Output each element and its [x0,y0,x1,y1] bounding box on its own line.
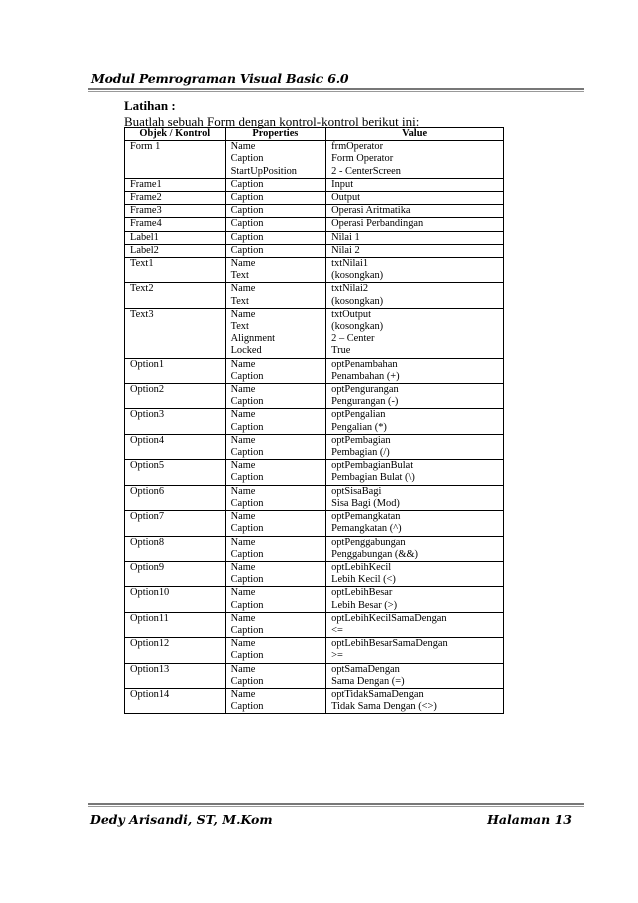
object-name: Frame2 [130,192,162,204]
value-cell [326,663,504,688]
object-name: Frame3 [130,205,162,217]
property-value: optPengurangan [331,384,399,396]
property-value: Tidak Sama Dengan (<>) [331,701,437,713]
property-value: optPembagian [331,434,391,446]
table-row [125,231,504,244]
value-cell [326,205,504,218]
property-name: Caption [230,205,264,217]
property-name: Caption [230,497,264,509]
properties-cell [225,688,326,713]
property-value: optPemangkatan [331,511,401,523]
table-row [125,384,504,409]
property-name: Name [230,485,256,497]
object-cell [125,688,226,713]
object-name: Option12 [130,638,170,650]
property-name: Name [230,511,256,523]
controls-table [124,127,504,714]
value-cell [326,409,504,434]
property-name: Caption [230,370,264,382]
object-name: Option10 [130,587,170,599]
property-name: Text [230,270,249,282]
header-divider [88,88,584,90]
value-cell [326,612,504,637]
footer-author: Dedy Arisandi, ST, M.Kom [90,812,273,827]
property-value: frmOperator [331,141,384,153]
table-row [125,308,504,358]
property-name: Caption [230,599,264,611]
properties-cell [225,244,326,257]
properties-cell [225,231,326,244]
object-cell [125,561,226,586]
object-name: Frame1 [130,178,162,190]
object-cell [125,192,226,205]
property-value: Input [331,178,354,190]
property-name: Name [230,409,256,421]
property-name: Alignment [230,333,276,345]
object-cell [125,141,226,179]
property-name: Name [230,561,256,573]
properties-cell [225,358,326,383]
property-value: (kosongkan) [331,321,384,333]
value-cell [326,460,504,485]
property-name: Name [230,663,256,675]
object-cell [125,258,226,283]
object-cell [125,231,226,244]
object-cell [125,485,226,510]
property-name: Caption [230,218,264,230]
property-value: True [331,345,351,357]
property-name: Caption [230,701,264,713]
property-value: optPenggabungan [331,536,406,548]
footer-page-number: Halaman 13 [487,812,572,827]
value-cell [326,587,504,612]
object-name: Option13 [130,663,170,675]
property-value: (kosongkan) [331,270,384,282]
table-row [125,358,504,383]
section-intro: Buatlah sebuah Form dengan kontrol-kontrol berikut ini: [124,114,420,129]
property-value: <= [331,624,343,636]
properties-cell [225,561,326,586]
header-divider-thin [88,91,584,92]
property-value: optPembagianBulat [331,460,414,472]
object-cell [125,205,226,218]
object-name: Text1 [130,258,154,270]
property-name: Name [230,688,256,700]
properties-cell [225,218,326,231]
property-name: Caption [230,472,264,484]
properties-cell [225,384,326,409]
value-cell [326,218,504,231]
property-value: optLebihKecilSamaDengan [331,612,447,624]
table-row [125,218,504,231]
properties-cell [225,308,326,358]
property-value: (kosongkan) [331,295,384,307]
properties-cell [225,663,326,688]
object-name: Label1 [130,231,159,243]
value-cell [326,141,504,179]
table-body [125,141,504,714]
object-cell [125,308,226,358]
property-value: Pembagian (/) [331,447,390,459]
value-cell [326,258,504,283]
property-name: Caption [230,624,264,636]
properties-cell [225,485,326,510]
object-name: Option1 [130,358,165,370]
object-name: Option4 [130,434,165,446]
property-name: Caption [230,574,264,586]
value-cell [326,244,504,257]
property-name: Caption [230,153,264,165]
object-name: Form 1 [130,141,161,153]
value-cell [326,231,504,244]
object-cell [125,638,226,663]
property-name: Name [230,434,256,446]
column-header-value: Value [326,128,504,141]
property-name: Name [230,460,256,472]
object-cell [125,536,226,561]
property-name: Name [230,258,256,270]
property-value: optLebihBesar [331,587,393,599]
table-row [125,511,504,536]
object-name: Text3 [130,308,154,320]
footer-divider-thin [88,806,584,807]
property-value: Output [331,192,361,204]
value-cell [326,192,504,205]
properties-cell [225,283,326,308]
property-name: Name [230,141,256,153]
property-name: Name [230,638,256,650]
table-row [125,178,504,191]
property-value: Pemangkatan (^) [331,523,402,535]
property-name: Name [230,384,256,396]
object-cell [125,244,226,257]
value-cell [326,434,504,459]
section-title: Latihan : [124,98,176,113]
table-row [125,141,504,179]
property-name: Name [230,587,256,599]
property-value: Nilai 1 [331,231,360,243]
footer-divider [88,803,584,805]
table-row [125,205,504,218]
object-name: Option7 [130,511,165,523]
object-name: Text2 [130,283,154,295]
property-value: Form Operator [331,153,394,165]
property-name: Caption [230,244,264,256]
object-cell [125,384,226,409]
property-value: Pengurangan (-) [331,396,399,408]
value-cell [326,638,504,663]
object-cell [125,409,226,434]
table-row [125,434,504,459]
property-name: Name [230,358,256,370]
property-name: Name [230,612,256,624]
property-name: Text [230,321,249,333]
table-row [125,283,504,308]
table-row [125,244,504,257]
properties-cell [225,141,326,179]
table-row [125,485,504,510]
property-value: Penggabungan (&&) [331,548,419,560]
object-cell [125,612,226,637]
object-cell [125,663,226,688]
property-name: Caption [230,421,264,433]
property-name: Name [230,308,256,320]
properties-cell [225,612,326,637]
column-header-properties: Properties [225,128,326,141]
column-header-object: Objek / Kontrol [125,128,226,141]
page-header-title: Modul Pemrograman Visual Basic 6.0 [91,71,349,86]
property-name: Text [230,295,249,307]
property-value: optPengalian [331,409,386,421]
value-cell [326,561,504,586]
object-cell [125,587,226,612]
property-name: Caption [230,447,264,459]
table-row [125,561,504,586]
property-name: Caption [230,650,264,662]
property-value: optPenambahan [331,358,398,370]
object-cell [125,434,226,459]
object-cell [125,511,226,536]
properties-cell [225,536,326,561]
value-cell [326,511,504,536]
property-name: Caption [230,523,264,535]
property-value: Nilai 2 [331,244,360,256]
table-header-row [125,128,504,141]
property-value: Sama Dengan (=) [331,675,405,687]
property-name: Name [230,283,256,295]
property-value: optSisaBagi [331,485,382,497]
properties-cell [225,587,326,612]
value-cell [326,485,504,510]
object-name: Option5 [130,460,165,472]
property-value: Pembagian Bulat (\) [331,472,415,484]
table-row [125,409,504,434]
property-value: Operasi Aritmatika [331,205,411,217]
property-value: Penambahan (+) [331,370,400,382]
value-cell [326,536,504,561]
object-name: Frame4 [130,218,162,230]
table-row [125,460,504,485]
table-row [125,688,504,713]
property-value: 2 – Center [331,333,375,345]
object-name: Option8 [130,536,165,548]
property-name: StartUpPosition [230,165,297,177]
property-value: optLebihBesarSamaDengan [331,638,448,650]
property-name: Caption [230,548,264,560]
object-name: Option14 [130,688,170,700]
value-cell [326,688,504,713]
property-value: Operasi Perbandingan [331,218,424,230]
properties-cell [225,460,326,485]
table-row [125,638,504,663]
properties-cell [225,205,326,218]
property-value: 2 - CenterScreen [331,165,401,177]
properties-cell [225,258,326,283]
properties-cell [225,178,326,191]
object-cell [125,283,226,308]
object-name: Label2 [130,244,159,256]
property-value: txtNilai2 [331,283,369,295]
property-value: txtOutput [331,308,371,320]
property-value: optTidakSamaDengan [331,688,424,700]
object-cell [125,178,226,191]
table-row [125,663,504,688]
property-name: Locked [230,345,262,357]
value-cell [326,358,504,383]
property-value: txtNilai1 [331,258,369,270]
value-cell [326,384,504,409]
property-name: Caption [230,396,264,408]
value-cell [326,283,504,308]
table-row [125,612,504,637]
properties-cell [225,434,326,459]
value-cell [326,308,504,358]
property-value: >= [331,650,343,662]
object-name: Option11 [130,612,169,624]
table-row [125,258,504,283]
property-name: Caption [230,675,264,687]
property-value: Sisa Bagi (Mod) [331,497,400,509]
object-cell [125,218,226,231]
properties-cell [225,638,326,663]
table-row [125,192,504,205]
table-row [125,536,504,561]
object-cell [125,460,226,485]
properties-cell [225,192,326,205]
object-cell [125,358,226,383]
object-name: Option2 [130,384,165,396]
property-value: Lebih Kecil (<) [331,574,396,586]
property-name: Caption [230,192,264,204]
table-row [125,587,504,612]
property-name: Caption [230,178,264,190]
property-name: Name [230,536,256,548]
properties-cell [225,511,326,536]
property-value: optSamaDengan [331,663,400,675]
object-name: Option6 [130,485,165,497]
property-value: Lebih Besar (>) [331,599,398,611]
object-name: Option3 [130,409,165,421]
property-name: Caption [230,231,264,243]
properties-cell [225,409,326,434]
property-value: Pengalian (*) [331,421,387,433]
property-value: optLebihKecil [331,561,392,573]
value-cell [326,178,504,191]
object-name: Option9 [130,561,165,573]
